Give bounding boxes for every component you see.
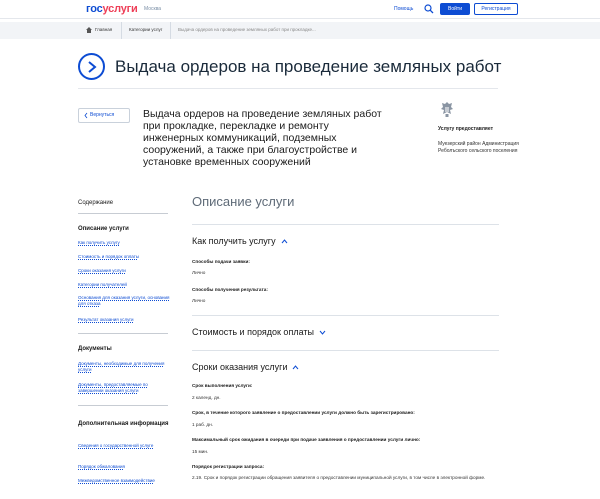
sidebar-documents-heading[interactable]: Документы	[78, 346, 112, 352]
field-label: Максимальный срок ожидания в очереди при подаче заявления о предоставлении услуги лично:	[192, 437, 421, 442]
field-label: Способы получения результата:	[192, 287, 268, 292]
breadcrumb-categories[interactable]: Категории услуг	[129, 27, 163, 32]
home-icon[interactable]	[86, 27, 92, 33]
accordion-title: Сроки оказания услуги	[192, 362, 288, 372]
field-value: Лично	[192, 270, 206, 275]
sidebar-link[interactable]: Результат оказания услуги	[78, 317, 134, 322]
page-title: Выдача ордеров на проведение земляных работ	[115, 57, 502, 76]
service-description: Выдача ордеров на проведение земляных работ при прокладке, перекладке и ремонту инженерных коммуникаций, подземных сооружений, а также при благоустройстве и установке временных сооружений	[143, 108, 382, 168]
divider	[192, 350, 499, 351]
field-value: 15 мин.	[192, 449, 209, 454]
sidebar-service-desc-heading[interactable]: Описание услуги	[78, 226, 129, 232]
accordion-how-to-get[interactable]	[192, 236, 288, 246]
divider	[192, 224, 499, 225]
field-label: Способы подачи заявки:	[192, 259, 250, 264]
top-header	[0, 0, 600, 19]
sidebar-contents-heading: Содержание	[78, 200, 114, 206]
sidebar-divider	[78, 333, 168, 334]
back-button[interactable]	[78, 108, 130, 123]
provider-name: Муезерский район Администрация Реболъского сельского поселения	[438, 141, 519, 154]
provider-heading: Услугу предоставляет	[438, 126, 494, 132]
accordion-title: Стоимость и порядок оплаты	[192, 327, 314, 337]
sidebar-link[interactable]: Сведения о государственной услуге	[78, 443, 154, 448]
sidebar-link[interactable]: Документы, предоставляемые по завершении оказания услуги	[78, 382, 148, 393]
field-value: 1 раб. дн.	[192, 422, 214, 427]
search-icon[interactable]	[424, 4, 434, 14]
sidebar-divider	[78, 213, 168, 214]
sidebar-link[interactable]: Сроки оказания услуги	[78, 268, 126, 273]
accordion-cost[interactable]	[192, 327, 326, 337]
logo-part-2: услуги	[102, 3, 138, 15]
accordion-title: Как получить услугу	[192, 236, 276, 246]
field-label: Срок, в течение которого заявление о предоставлении услуги должно быть зарегистрировано:	[192, 410, 415, 415]
back-label: Вернуться	[90, 112, 115, 118]
sidebar-link[interactable]: Межведомственное взаимодействие	[78, 478, 155, 483]
chevron-down-icon	[319, 330, 326, 335]
sidebar-link[interactable]: Категории получателей	[78, 282, 127, 287]
field-label: Порядок регистрации запроса:	[192, 464, 265, 469]
gosuslugi-logo[interactable]	[86, 3, 138, 15]
field-label: Срок выполнения услуги:	[192, 383, 253, 388]
chevron-left-icon	[84, 109, 88, 122]
breadcrumb-divider	[121, 22, 122, 39]
logo-part-1: гос	[86, 3, 103, 15]
login-button[interactable]: Войти	[440, 3, 470, 15]
field-value: 2.19. Срок и порядок регистрации обращения заявителя о предоставлении муниципальной услуги, в том числе в электронной форме.	[192, 475, 486, 480]
breadcrumb	[0, 22, 600, 39]
chevron-up-icon	[292, 365, 299, 370]
accordion-terms[interactable]	[192, 362, 299, 372]
breadcrumb-home[interactable]: Главная	[95, 27, 113, 32]
divider	[78, 88, 498, 89]
breadcrumb-current: Выдача ордеров на проведение земляных работ при прокладке...	[178, 27, 316, 32]
city-selector[interactable]: Москва	[144, 6, 162, 12]
register-button[interactable]: Регистрация	[474, 3, 518, 15]
section-heading: Описание услуги	[192, 194, 295, 209]
sidebar-link[interactable]: Основания для оказания услуги, основания для отказа	[78, 295, 170, 306]
sidebar-link[interactable]: Документы, необходимые для получения услуги	[78, 361, 165, 372]
service-arrow-icon	[78, 53, 105, 80]
sidebar-divider	[78, 405, 168, 406]
breadcrumb-divider	[170, 22, 171, 39]
sidebar-extra-heading[interactable]: Дополнительная информация	[78, 421, 169, 427]
field-value: 2 календ. дн.	[192, 395, 221, 400]
field-value: Лично	[192, 298, 206, 303]
sidebar-link[interactable]: Порядок обжалования	[78, 464, 125, 469]
divider	[192, 315, 499, 316]
coat-of-arms-icon	[440, 101, 454, 118]
chevron-up-icon	[281, 239, 288, 244]
sidebar-link[interactable]: Как получить услугу	[78, 240, 120, 245]
help-link[interactable]: Помощь	[394, 6, 414, 12]
sidebar-link[interactable]: Стоимость и порядок оплаты	[78, 254, 139, 259]
